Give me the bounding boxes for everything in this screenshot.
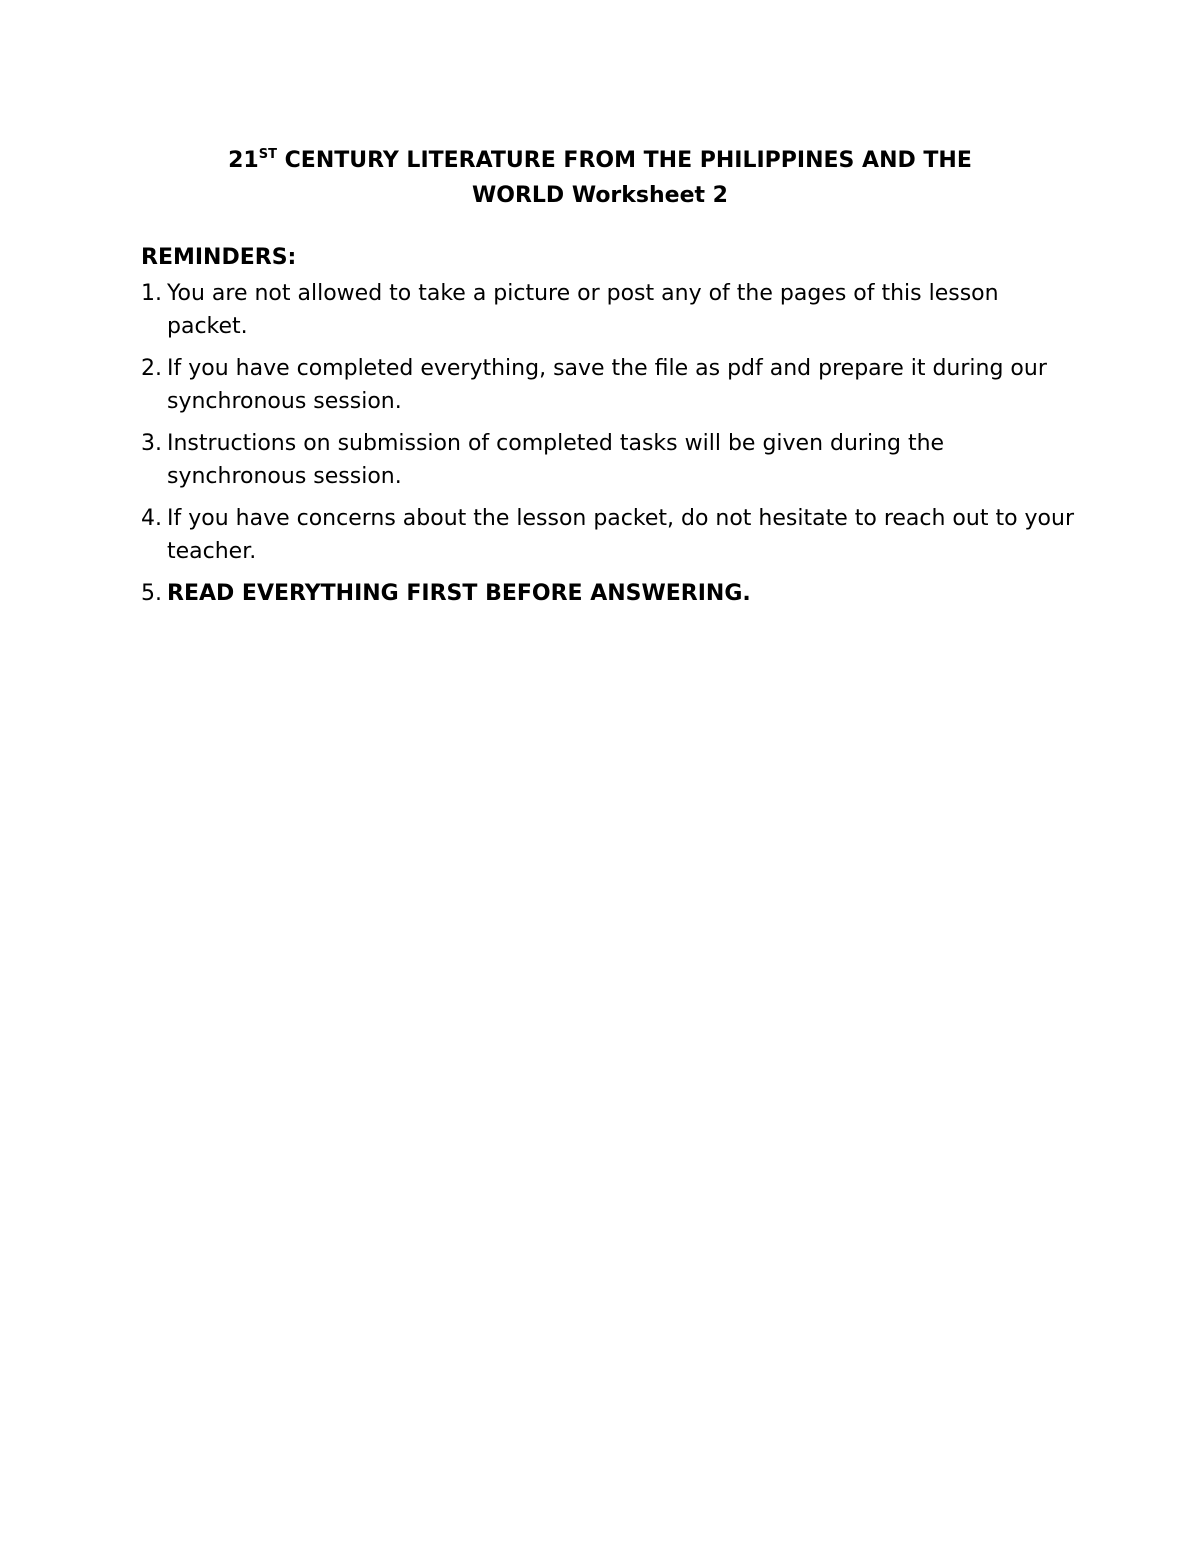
list-item-number: 3.: [141, 431, 162, 456]
list-item-text: If you have concerns about the lesson packet, do not hesitate to reach out to your teacher.: [167, 506, 1074, 564]
title-line-1: [0, 143, 1200, 178]
title-line-2: WORLD Worksheet 2: [471, 183, 728, 208]
title-number: 21: [228, 148, 259, 173]
list-item: [141, 577, 1081, 610]
reminder-list: [141, 277, 1081, 619]
list-item-text: READ EVERYTHING FIRST BEFORE ANSWERING.: [167, 581, 751, 606]
list-item-text: You are not allowed to take a picture or post any of the pages of this lesson packet.: [167, 281, 999, 339]
list-item-number: 1.: [141, 281, 162, 306]
list-item-number: 5.: [141, 581, 162, 606]
list-item: [141, 502, 1081, 568]
title-line-1-text: CENTURY LITERATURE FROM THE PHILIPPINES AND THE: [276, 148, 972, 173]
list-item-text: If you have completed everything, save the file as pdf and prepare it during our synchronous session.: [167, 356, 1047, 414]
list-item: [141, 352, 1081, 418]
list-item: [141, 277, 1081, 343]
list-item-text: Instructions on submission of completed tasks will be given during the synchronous session.: [167, 431, 945, 489]
reminders-heading: REMINDERS:: [141, 245, 297, 270]
document-title: [0, 143, 1200, 213]
title-superscript: ST: [258, 147, 277, 162]
list-item-number: 4.: [141, 506, 162, 531]
list-item: [141, 427, 1081, 493]
list-item-number: 2.: [141, 356, 162, 381]
